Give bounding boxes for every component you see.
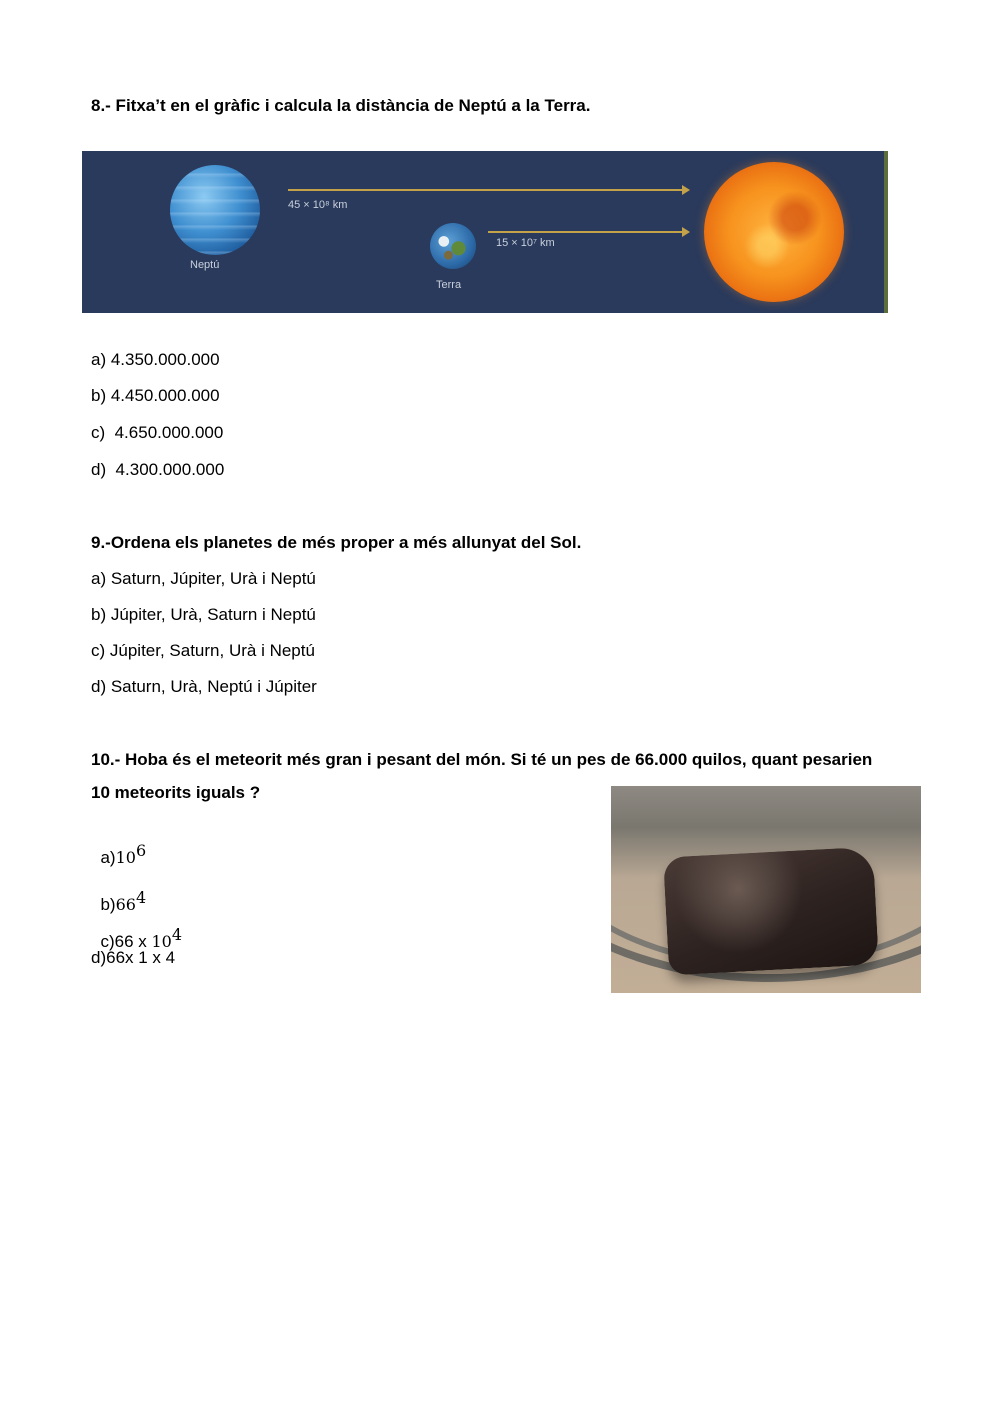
- meteorite-rock: [663, 847, 879, 976]
- q10-option-a: [91, 828, 146, 868]
- question-8-title: 8.- Fitxa’t en el gràfic i calcula la distància de Neptú a la Terra.: [91, 96, 591, 115]
- q8-option-d: d) 4.300.000.000: [91, 460, 225, 479]
- hoba-meteorite-photo: [611, 786, 921, 993]
- q10-option-a-exponent: 6: [135, 841, 147, 860]
- q10-option-b: [91, 875, 146, 915]
- q8-option-c: c) 4.650.000.000: [91, 423, 224, 442]
- question-10-title-line1: 10.- Hoba és el meteorit més gran i pesant del món. Si té un pes de 66.000 quilos, quant pesarien: [91, 750, 873, 769]
- q10-option-a-prefix: a): [100, 848, 116, 867]
- q9-option-c: c) Júpiter, Saturn, Urà i Neptú: [91, 641, 315, 660]
- q10-option-b-base: 66: [115, 895, 136, 914]
- figure-edge: [884, 151, 888, 313]
- solar-distance-figure: [82, 151, 888, 313]
- question-9-title: 9.-Ordena els planetes de més proper a més allunyat del Sol.: [91, 533, 582, 552]
- sun-image: [704, 162, 844, 302]
- q10-option-c-exponent: 4: [171, 925, 183, 944]
- q9-option-d: d) Saturn, Urà, Neptú i Júpiter: [91, 677, 317, 696]
- earth-image: [430, 223, 476, 269]
- q8-option-a: a) 4.350.000.000: [91, 350, 220, 369]
- neptune-distance-label: 45 × 10⁸ km: [288, 199, 348, 211]
- q8-option-b: b) 4.450.000.000: [91, 386, 220, 405]
- neptune-label: Neptú: [190, 259, 220, 271]
- q9-option-a: a) Saturn, Júpiter, Urà i Neptú: [91, 569, 316, 588]
- q10-option-b-prefix: b): [100, 895, 116, 914]
- earth-sun-arrow: [488, 231, 688, 233]
- q9-option-b: b) Júpiter, Urà, Saturn i Neptú: [91, 605, 316, 624]
- q10-option-b-exponent: 4: [135, 888, 147, 907]
- question-10-title-line2: 10 meteorits iguals ?: [91, 783, 261, 802]
- neptune-sun-arrow: [288, 189, 688, 191]
- q10-option-d: d)66x 1 x 4: [91, 948, 176, 967]
- earth-label: Terra: [436, 279, 462, 291]
- q10-option-c-base: 10: [151, 932, 172, 951]
- earth-distance-label: 15 × 10⁷ km: [496, 237, 555, 249]
- q10-option-c: [91, 912, 182, 952]
- q10-option-c-prefix: c)66 x: [100, 932, 152, 951]
- neptune-image: [170, 165, 260, 255]
- q10-option-a-base: 10: [115, 848, 136, 867]
